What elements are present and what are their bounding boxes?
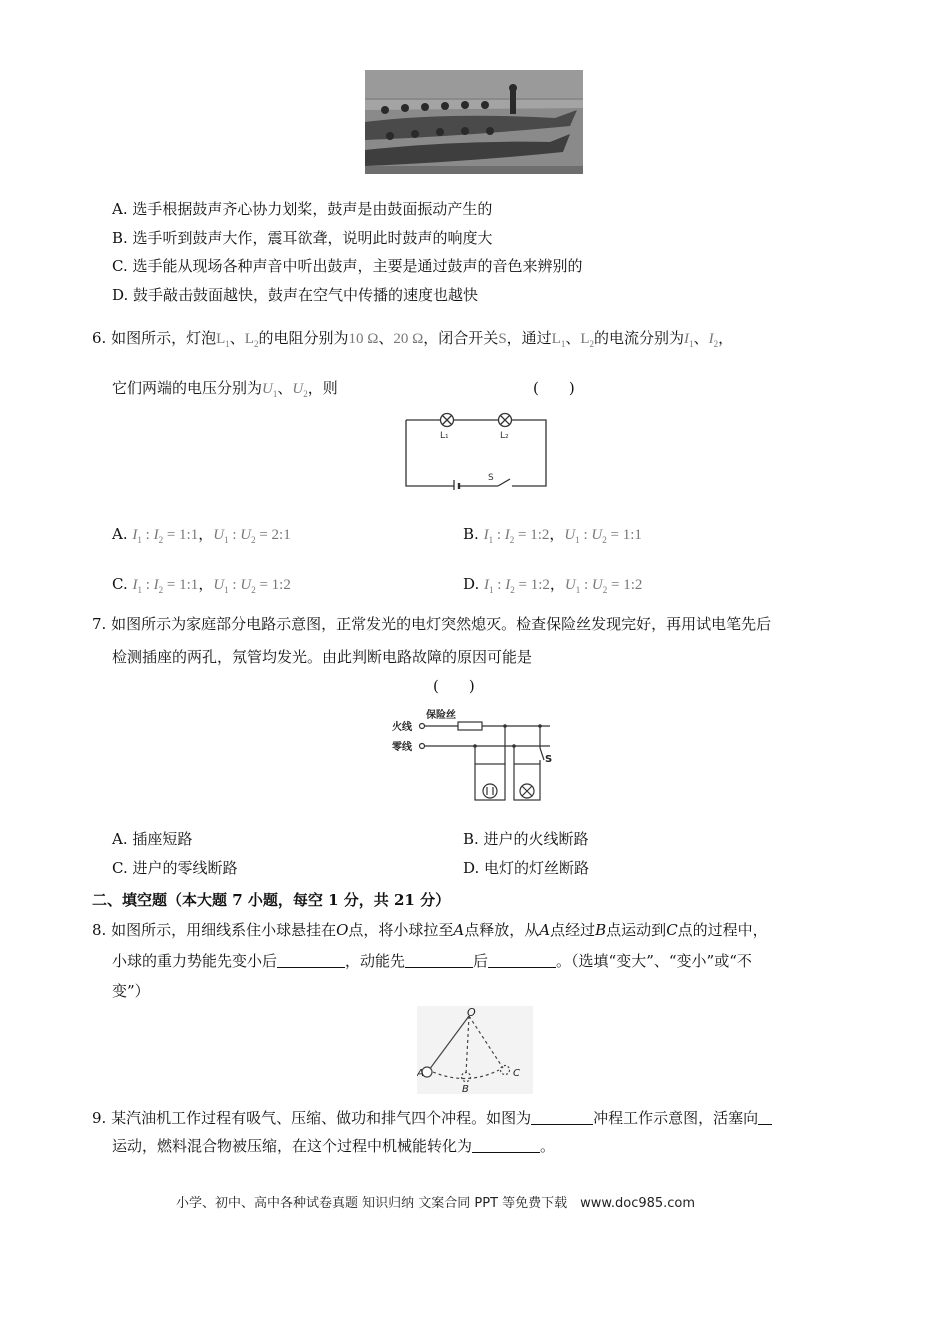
q7-stem-line2: 检测插座的两孔，氖管均发光。由此判断电路故障的原因可能是: [112, 648, 533, 666]
q7-fig-live-wire: 火线: [392, 722, 412, 733]
q8-stem-line1: 8. 如图所示，用细线系住小球悬挂在O点，将小球拉至A点释放，从A点经过B点运动到C点的过程中，: [92, 921, 768, 939]
q6-option-c: C. $I_1$ : $I_2$ = 1:1，$U_1$ : $U_2$ = 1:2: [112, 575, 291, 595]
q6-fig-L1: L₁: [440, 431, 449, 441]
q6-option-a: A. $I_1$ : $I_2$ = 1:1，$U_1$ : $U_2$ = 2:1: [112, 525, 291, 545]
q7-household-circuit-diagram: [390, 704, 555, 804]
q9-stem-line1: 9. 某汽油机工作过程有吸气、压缩、做功和排气四个冲程。如图为 冲程工作示意图，活塞向: [92, 1108, 772, 1128]
page-footer: 小学、初中、高中各种试卷真题 知识归纳 文案合同 PPT 等免费下载 www.doc985.com: [176, 1196, 696, 1211]
q6-answer-paren: ( ): [533, 379, 575, 397]
q6-r2: 20 Ω: [393, 331, 424, 347]
q8-stem-line3: 变”）: [112, 982, 150, 1000]
q8-blank-1[interactable]: [277, 951, 345, 968]
q6-fig-L2: L₂: [500, 431, 509, 441]
q6-option-b: B. $I_1$ : $I_2$ = 1:2，$U_1$ : $U_2$ = 1:1: [463, 525, 642, 545]
q8-pendulum-diagram: [417, 1006, 533, 1094]
q5-option-a: A. 选手根据鼓声齐心协力划桨，鼓声是由鼓面振动产生的: [112, 200, 493, 218]
q7-option-b: B. 进户的火线断路: [463, 830, 589, 848]
q7-fig-neutral-wire: 零线: [392, 742, 412, 753]
q6-L1: $L_1$: [216, 331, 230, 349]
q6-L2: $L_2$: [244, 331, 259, 349]
q9-stem-line2: 运动，燃料混合物被压缩，在这个过程中机械能转化为 。: [112, 1137, 556, 1155]
q9-blank-3[interactable]: [472, 1136, 540, 1153]
q6-fig-S: S: [488, 473, 494, 483]
q5-option-d: D. 鼓手敲击鼓面越快，鼓声在空气中传播的速度也越快: [112, 286, 479, 304]
q9-blank-2[interactable]: [758, 1108, 772, 1125]
q7-option-d: D. 电灯的灯丝断路: [463, 859, 590, 877]
q7-option-a: A. 插座短路: [112, 830, 193, 848]
q8-fig-O: O: [467, 1006, 476, 1019]
q6-r1: 10 Ω: [348, 331, 379, 347]
q7-answer-paren: ( ): [433, 677, 475, 695]
q9-blank-1[interactable]: [531, 1108, 593, 1125]
q8-blank-2[interactable]: [405, 951, 473, 968]
q7-fig-S: S: [545, 754, 553, 765]
q6-stem-line1: 6. 如图所示，灯泡$L_1$、$L_2$的电阻分别为10 Ω、20 Ω，闭合开关S，通过$L_1$、$L_2$的电流分别为$I_1$、$I_2$，: [92, 329, 734, 349]
q5-option-b: B. 选手听到鼓声大作，震耳欲聋，说明此时鼓声的响度大: [112, 229, 493, 247]
dragon-boat-photo: [365, 70, 583, 174]
q7-fig-fuse: 保险丝: [426, 710, 456, 721]
q8-fig-A: A: [417, 1068, 424, 1079]
q7-stem-line1: 7. 如图所示为家庭部分电路示意图，正常发光的电灯突然熄灭。检查保险丝发现完好，再用试电笔先后: [92, 615, 772, 633]
q8-fig-C: C: [513, 1068, 520, 1079]
q6-stem-line2: 它们两端的电压分别为$U_1$、$U_2$，则: [112, 379, 338, 399]
q8-blank-3[interactable]: [488, 951, 556, 968]
q5-option-c: C. 选手能从现场各种声音中听出鼓声，主要是通过鼓声的音色来辨别的: [112, 257, 583, 275]
q6-option-d: D. $I_1$ : $I_2$ = 1:2，$U_1$ : $U_2$ = 1:2: [463, 575, 643, 595]
q6-switch-label: S: [498, 331, 507, 347]
section-2-heading: 二、填空题（本大题 7 小题，每空 1 分，共 21 分）: [92, 891, 451, 909]
q8-fig-B: B: [462, 1084, 469, 1094]
q7-option-c: C. 进户的零线断路: [112, 859, 238, 877]
q8-stem-line2: 小球的重力势能先变小后 ，动能先 后 。（选填“变大”、“变小”或“不: [112, 952, 752, 970]
q6-series-circuit-diagram: [402, 408, 550, 490]
